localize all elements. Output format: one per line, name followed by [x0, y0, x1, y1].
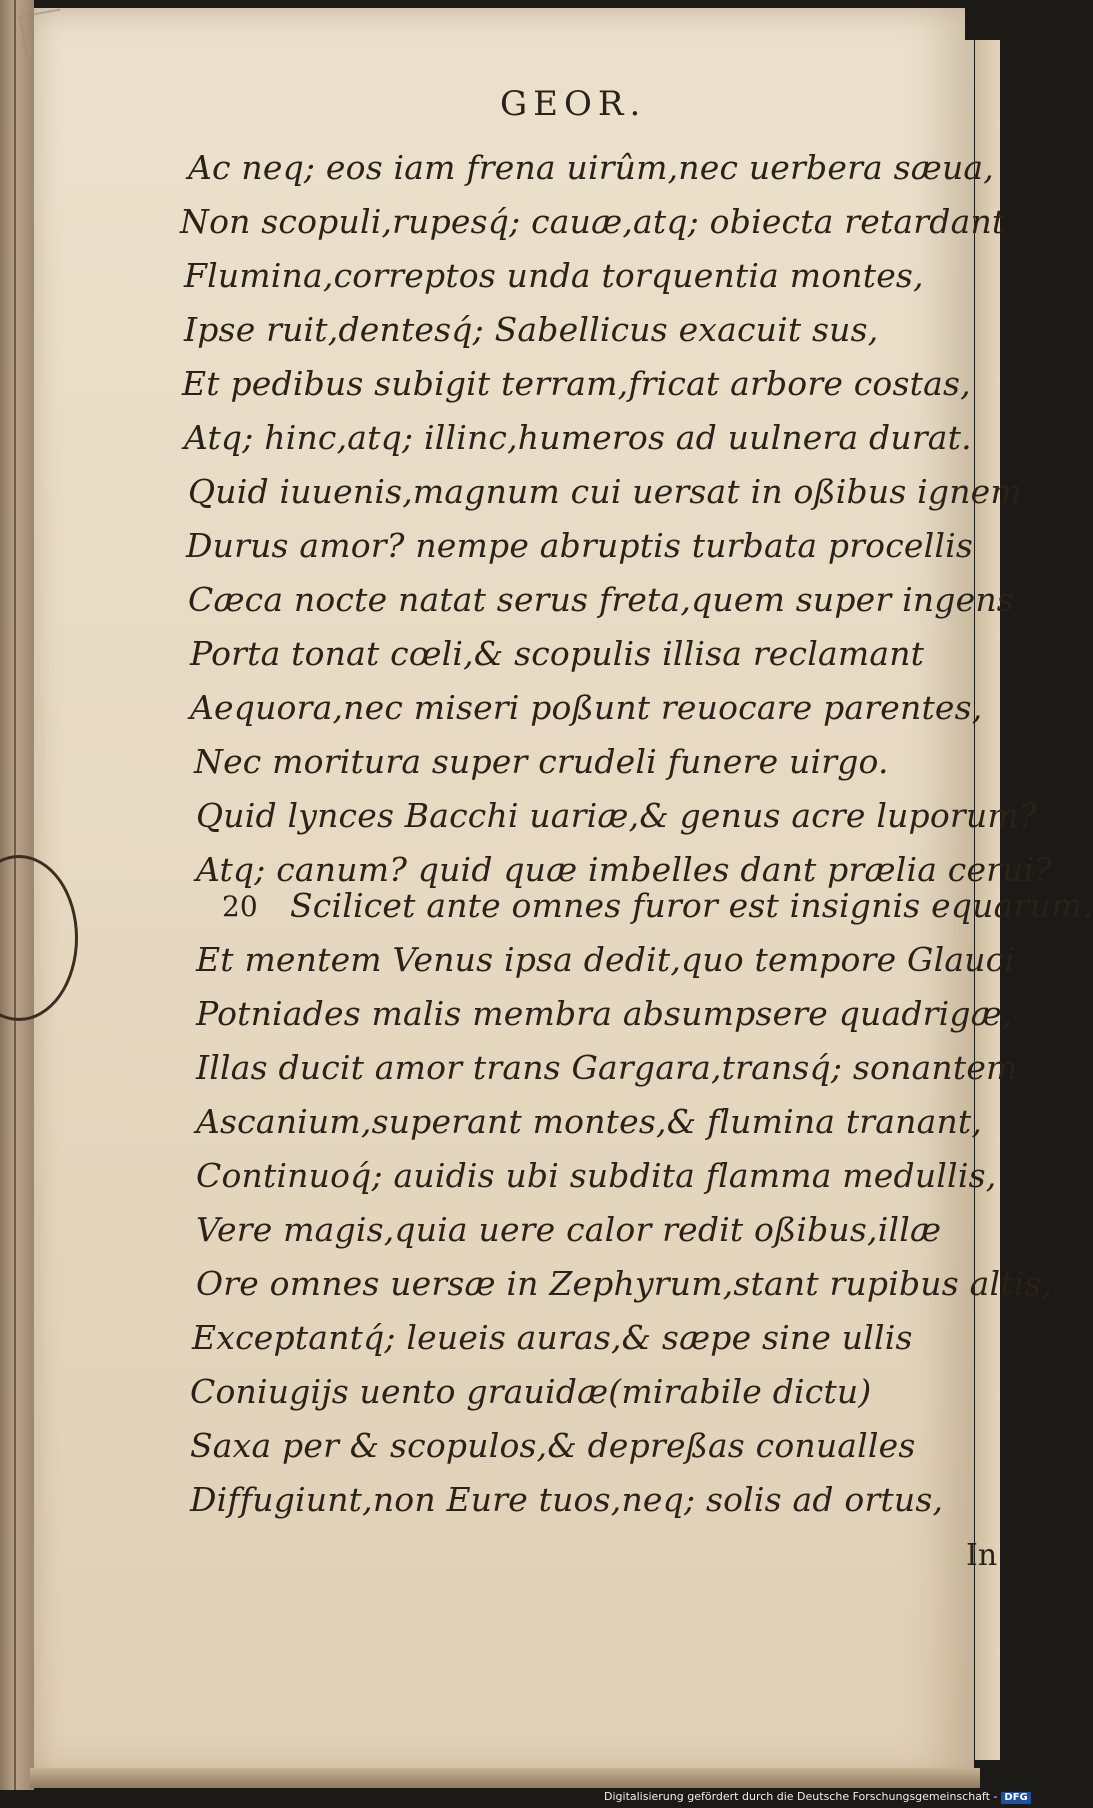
catchword: In — [966, 1538, 998, 1573]
verse-line: Diffugiunt,non Eure tuos,neq; solis ad ortus, — [190, 1480, 944, 1519]
verse-line: Aequora,nec miseri poßunt reuocare parentes, — [190, 688, 983, 727]
verse-line: Quid lynces Bacchi uariæ,& genus acre luporum? — [196, 796, 1037, 835]
verse-line: Et pedibus subigit terram,fricat arbore costas, — [182, 364, 971, 403]
verse-line: Coniugijs uento grauidæ(mirabile dictu) — [190, 1372, 872, 1411]
verse-line: Exceptantq́; leueis auras,& sæpe sine ullis — [192, 1318, 913, 1357]
running-head: GEOR. — [500, 84, 647, 124]
verse-line: Ipse ruit,dentesq́; Sabellicus exacuit sus, — [184, 310, 879, 349]
verse-line: Durus amor? nempe abruptis turbata procellis — [186, 526, 974, 565]
verse-line: Continuoq́; auidis ubi subdita flamma medullis, — [196, 1156, 997, 1195]
verse-line: Ascanium,superant montes,& flumina tranant, — [196, 1102, 983, 1141]
verse-line: Vere magis,quia uere calor redit oßibus,illæ — [196, 1210, 942, 1249]
verse-line: Non scopuli,rupesq́; cauæ,atq; obiecta retardant — [180, 202, 1006, 241]
scan-background-corner — [965, 0, 1000, 40]
verse-line: Cæca nocte natat serus freta,quem super ingens — [188, 580, 1014, 619]
verse-line: Quid iuuenis,magnum cui uersat in oßibus ignem — [188, 472, 1022, 511]
verse-line: Et mentem Venus ipsa dedit,quo tempore Glauci — [196, 940, 1016, 979]
verse-line: Atq; hinc,atq; illinc,humeros ad uulnera durat. — [184, 418, 972, 457]
page-bottom-edge — [30, 1768, 980, 1788]
dfg-logo-badge: DFG — [1001, 1792, 1030, 1804]
verse-line: Ore omnes uersæ in Zephyrum,stant rupibus altis, — [196, 1264, 1053, 1303]
verse-line: Nec moritura super crudeli funere uirgo. — [194, 742, 889, 781]
page-corner-fold — [19, 9, 68, 58]
digitization-credit-text: Digitalisierung gefördert durch die Deutsche Forschungsgemeinschaft - — [604, 1790, 998, 1803]
verse-line: Ac neq; eos iam frena uirûm,nec uerbera sæua, — [188, 148, 994, 187]
verse-line: Porta tonat cœli,& scopulis illisa reclamant — [190, 634, 925, 673]
verse-line: Potniades malis membra absumpsere quadrigæ, — [196, 994, 1013, 1033]
digitization-credit — [604, 1790, 1031, 1804]
verse-line: Atq; canum? quid quæ imbelles dant prælia cerui? — [196, 850, 1053, 889]
verse-line: Illas ducit amor trans Gargara,transq́; sonantem — [196, 1048, 1018, 1087]
verse-line: Saxa per & scopulos,& depreßas conualles — [190, 1426, 916, 1465]
verse-line: Flumina,correptos unda torquentia montes, — [184, 256, 924, 295]
verse-line-number: 20 — [222, 890, 258, 923]
verse-line: Scilicet ante omnes furor est insignis equarum. — [290, 886, 1093, 925]
